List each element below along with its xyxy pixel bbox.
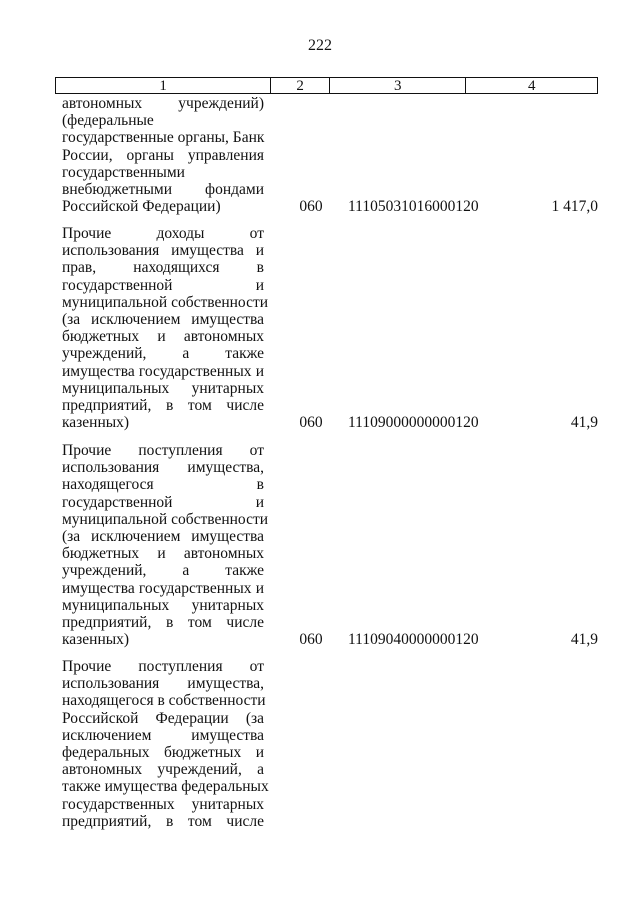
description-line: предприятий, в том числе xyxy=(62,812,264,830)
description-line: Прочие поступления от xyxy=(62,658,264,675)
amount: 41,9 xyxy=(570,414,598,431)
description-line: использования имущества, xyxy=(62,675,264,693)
description-line: казенных) xyxy=(62,631,130,649)
description-line: использования имущества и xyxy=(62,242,264,260)
description-line: государственные органы, Банк xyxy=(62,129,265,147)
description-line: федеральных бюджетных и xyxy=(62,743,264,761)
description-line: (федеральные xyxy=(62,112,154,130)
description-line: также имущества федеральных xyxy=(62,778,269,796)
description-line: учреждений, а также xyxy=(62,345,264,363)
admin-code: 060 xyxy=(299,198,323,215)
description-line: исключением имущества xyxy=(62,726,264,744)
description-line: казенных) xyxy=(62,414,130,432)
budget-classification-code: 11105031016000120 xyxy=(348,198,479,215)
description-line: учреждений, а также xyxy=(62,562,264,580)
description-line: бюджетных и автономных xyxy=(62,545,264,563)
description-line: имущества государственных и xyxy=(62,579,264,597)
description-line: муниципальных унитарных xyxy=(62,596,264,614)
description-line: Прочие поступления от xyxy=(62,442,264,459)
admin-code: 060 xyxy=(299,631,323,648)
budget-classification-code: 11109000000000120 xyxy=(348,414,479,431)
description-line: имущества государственных и xyxy=(62,362,264,380)
description-line: муниципальной собственности xyxy=(62,510,269,528)
description-line: (за исключением имущества xyxy=(62,527,264,545)
description-line: России, органы управления xyxy=(62,146,264,164)
description-line: государственной и xyxy=(62,493,264,511)
amount: 1 417,0 xyxy=(551,198,598,215)
description-line: муниципальных унитарных xyxy=(62,379,264,397)
row-description xyxy=(62,225,269,432)
description-line: предприятий, в том числе xyxy=(62,396,264,414)
description-line: бюджетных и автономных xyxy=(62,328,264,346)
description-line: автономных учреждений, а xyxy=(62,761,264,779)
description-line: автономных учреждений) xyxy=(62,95,264,112)
amount: 41,9 xyxy=(570,631,598,648)
description-line: муниципальной собственности xyxy=(62,293,269,311)
description-line: Российской Федерации) xyxy=(62,198,221,216)
description-line: Российской Федерации (за xyxy=(62,709,264,727)
description-line: использования имущества, xyxy=(62,459,264,477)
description-line: внебюджетными фондами xyxy=(62,180,264,198)
row-description xyxy=(62,95,264,215)
admin-code: 060 xyxy=(299,414,323,431)
row-description xyxy=(62,658,269,830)
column-header-4: 4 xyxy=(527,78,536,94)
description-line: Прочие доходы от xyxy=(62,225,264,242)
column-header-3: 3 xyxy=(330,78,467,93)
description-line: находящегося в xyxy=(62,476,264,494)
description-line: находящегося в собственности xyxy=(62,692,266,710)
description-line: государственной и xyxy=(62,276,264,294)
description-line: государственных унитарных xyxy=(62,795,264,813)
description-line: прав, находящихся в xyxy=(62,259,264,277)
description-line: (за исключением имущества xyxy=(62,310,264,328)
column-header-2: 2 xyxy=(271,78,330,93)
description-line: государственными xyxy=(62,163,185,181)
table-header-row xyxy=(55,77,598,94)
budget-classification-code: 11109040000000120 xyxy=(348,631,479,648)
description-line: предприятий, в том числе xyxy=(62,613,264,631)
column-header-1: 1 xyxy=(56,78,271,93)
row-description xyxy=(62,442,269,649)
page-number: 222 xyxy=(308,37,332,54)
